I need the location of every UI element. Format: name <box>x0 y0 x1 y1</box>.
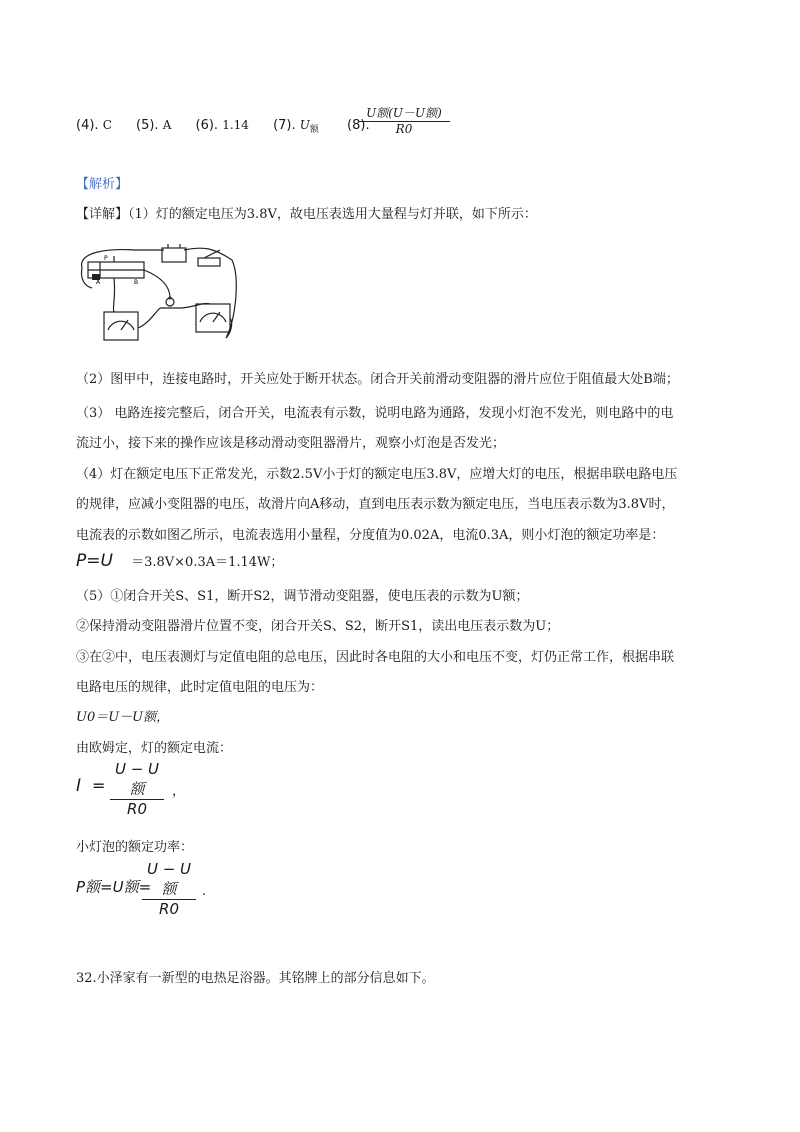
answer-5-value: A <box>162 118 172 132</box>
eq2-numerator: U − U额 <box>146 860 192 898</box>
eq1-denominator: R0 <box>127 800 147 818</box>
question-32: 32.小泽家有一新型的电热足浴器。其铭牌上的部分信息如下。 <box>76 971 435 986</box>
para-1: （1）灯的额定电压为3.8V，故电压表选用大量程与灯并联，如下所示： <box>128 207 537 222</box>
para-3a: （3） 电路连接完整后，闭合开关，电流表有示数，说明电路为通路，发现小灯泡不发光，则电路中的电 <box>76 406 674 421</box>
para-4c: 电流表的示数如图乙所示，电流表选用小量程，分度值为0.02A，电流0.3A，则小灯泡的额定功率是： <box>76 528 665 543</box>
answers-row <box>76 118 370 135</box>
answer-8-numerator: U额(U－U额) <box>366 106 442 120</box>
power-formula: P=U <box>76 551 113 571</box>
answer-7-num: (7). <box>273 118 296 133</box>
para-5d: 电路电压的规律，此时定值电阻的电压为： <box>76 680 324 695</box>
answer-5-num: (5). <box>136 118 159 133</box>
answer-7-sub: 额 <box>309 125 319 135</box>
svg-text:P: P <box>104 255 108 262</box>
para-4b: 的规律，应减小变阻器的电压，故滑片向A移动，直到电压表示数为额定电压，当电压表示数为3.8V时， <box>76 497 675 512</box>
resistor-voltage: U0＝U－U额， <box>76 710 170 725</box>
eq1-left: I <box>76 776 82 796</box>
svg-text:A: A <box>96 279 101 286</box>
answer-4-num: (4). <box>76 118 99 133</box>
answer-8-denominator: R0 <box>395 122 413 136</box>
answer-6-value: 1.14 <box>222 118 249 132</box>
eq1-fraction <box>110 760 164 818</box>
para-5g: 小灯泡的额定功率： <box>76 840 194 855</box>
eq1-numerator: U − U额 <box>114 760 160 798</box>
circuit-diagram <box>74 238 244 348</box>
eq1-tail: ， <box>172 784 186 799</box>
svg-text:B: B <box>134 279 139 286</box>
power-result: ＝3.8V×0.3A＝1.14W； <box>131 555 284 570</box>
para-5b: ②保持滑动变阻器滑片位置不变，闭合开关S、S2，断开S1，读出电压表示数为U； <box>76 619 560 634</box>
para-5a: （5）①闭合开关S、S1，断开S2，调节滑动变阻器，使电压表的示数为U额； <box>76 589 529 604</box>
answer-6-num: (6). <box>195 118 219 133</box>
eq2-left: P额=U额= <box>76 878 152 896</box>
para-4a: （4）灯在额定电压下正常发光，示数2.5V小于灯的额定电压3.8V，应增大灯的电压，根据串联电路电压 <box>76 467 678 482</box>
para-3b: 流过小，接下来的操作应该是移动滑动变阻器滑片，观察小灯泡是否发光； <box>76 436 506 451</box>
analysis-tag: 【解析】 <box>76 177 129 192</box>
para-5f: 由欧姆定，灯的额定电流： <box>76 741 233 756</box>
eq2-denominator: R0 <box>159 900 179 918</box>
answer-8-fraction <box>358 104 450 136</box>
answer-4-value: C <box>102 118 112 132</box>
eq2-fraction <box>142 860 196 918</box>
eq2-tail: . <box>202 884 207 899</box>
answer-7-value: U <box>299 118 310 132</box>
detail-tag: 【详解】 <box>76 207 129 222</box>
answer-8-num: (8). <box>347 118 370 133</box>
para-2: （2）图甲中，连接电路时，开关应处于断开状态。闭合开关前滑动变阻器的滑片应位于阻值最大处B端； <box>76 372 679 387</box>
eq1-equals: = <box>92 776 106 795</box>
para-5c: ③在②中，电压表测灯与定值电阻的总电压，因此时各电阻的大小和电压不变，灯仍正常工作，根据串联 <box>76 650 675 665</box>
